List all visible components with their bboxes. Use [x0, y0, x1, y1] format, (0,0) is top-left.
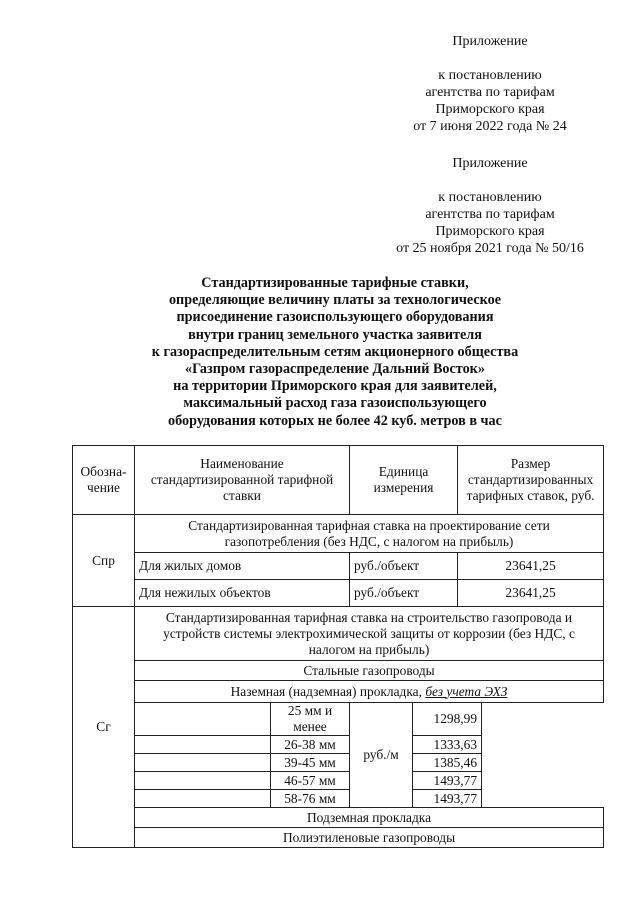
sg-value: 1493,77 — [413, 772, 482, 790]
sg-value: 1493,77 — [413, 790, 482, 808]
sg-surface-prefix: Наземная (надземная) прокладка, — [230, 683, 422, 699]
table-row — [73, 607, 604, 661]
table-row — [73, 661, 604, 681]
sg-steel: Стальные газопроводы — [135, 661, 604, 681]
spr-row-name: Для нежилых объектов — [135, 580, 350, 607]
spr-row-unit: руб./объект — [350, 580, 458, 607]
appendix-current-line: Приморского края — [435, 102, 545, 117]
table-row — [73, 515, 604, 553]
table-row — [73, 754, 604, 772]
appendix-original-line: Приморского края — [435, 224, 545, 239]
sg-size: 39-45 мм — [271, 754, 350, 772]
sg-value: 1385,46 — [413, 754, 482, 772]
header-unit: Единица измерения — [350, 446, 458, 515]
title-line: к газораспределительным сетям акционерного общества — [151, 343, 519, 360]
title-line: определяющие величину платы за технологическое — [168, 292, 502, 309]
spr-row-unit: руб./объект — [350, 553, 458, 580]
spr-heading: Стандартизированная тарифная ставка на проектирование сети газопотребления (без НДС, с налогом на прибыль) — [135, 515, 604, 553]
code-sg: Сг — [73, 607, 135, 848]
appendix-original-line: агентства по тарифам — [425, 207, 555, 222]
indent-cell — [135, 754, 271, 772]
title-line: внутри границ земельного участка заявителя — [188, 326, 482, 343]
table-row — [73, 808, 604, 828]
table-row — [73, 772, 604, 790]
sg-size: 58-76 мм — [271, 790, 350, 808]
sg-unit: руб./м — [350, 703, 413, 808]
appendix-original-line: к постановлению — [438, 190, 542, 205]
document-title — [90, 275, 580, 430]
title-line: «Газпром газораспределение Дальний Восток» — [185, 361, 485, 378]
table-row — [73, 703, 604, 736]
appendix-original-line: от 25 ноября 2021 года № 50/16 — [396, 241, 584, 256]
sg-heading: Стандартизированная тарифная ставка на строительство газопровода и устройств системы электрохимической защиты от коррозии (без НДС, с налогом на прибыль) — [135, 607, 604, 661]
spr-row-value: 23641,25 — [458, 580, 604, 607]
indent-cell — [135, 772, 271, 790]
code-spr: Спр — [73, 515, 135, 607]
table-row — [73, 580, 604, 607]
title-line: присоединение газоиспользующего оборудования — [176, 309, 494, 326]
table-row — [73, 790, 604, 808]
table-row — [73, 736, 604, 754]
appendix-current-line: агентства по тарифам — [425, 85, 555, 100]
spr-row-value: 23641,25 — [458, 553, 604, 580]
sg-surface-no-ehz: без учета ЭХЗ — [425, 683, 508, 699]
appendix-current — [395, 33, 585, 135]
sg-value: 1298,99 — [413, 703, 482, 736]
header-amount: Размер стандартизированных тарифных ставок, руб. — [458, 446, 604, 515]
indent-cell — [135, 790, 271, 808]
appendix-original-title: Приложение — [452, 156, 528, 171]
appendix-current-line: к постановлению — [438, 68, 542, 83]
title-line: оборудования которых не более 42 куб. метров в час — [168, 412, 502, 429]
appendix-original — [375, 155, 605, 257]
appendix-current-title: Приложение — [452, 34, 528, 49]
title-line: на территории Приморского края для заявителей, — [173, 378, 497, 395]
header-designation: Обозна-чение — [73, 446, 135, 515]
title-line: Стандартизированные тарифные ставки, — [201, 275, 469, 291]
sg-size: 46-57 мм — [271, 772, 350, 790]
sg-value: 1333,63 — [413, 736, 482, 754]
spr-row-name: Для жилых домов — [135, 553, 350, 580]
table-header-row — [73, 446, 604, 515]
table-row — [73, 553, 604, 580]
table-row — [73, 828, 604, 848]
tariff-table — [72, 445, 604, 848]
sg-size: 25 мм и менее — [271, 703, 350, 736]
sg-polyethylene: Полиэтиленовые газопроводы — [135, 828, 604, 848]
indent-cell — [135, 703, 271, 736]
table-row — [73, 681, 604, 703]
sg-size: 26-38 мм — [271, 736, 350, 754]
sg-surface — [135, 681, 604, 703]
sg-underground: Подземная прокладка — [135, 808, 604, 828]
indent-cell — [135, 736, 271, 754]
title-line: максимальный расход газа газоиспользующего — [183, 395, 487, 412]
header-name: Наименование стандартизированной тарифной ставки — [135, 446, 350, 515]
appendix-current-line: от 7 июня 2022 года № 24 — [413, 119, 567, 134]
